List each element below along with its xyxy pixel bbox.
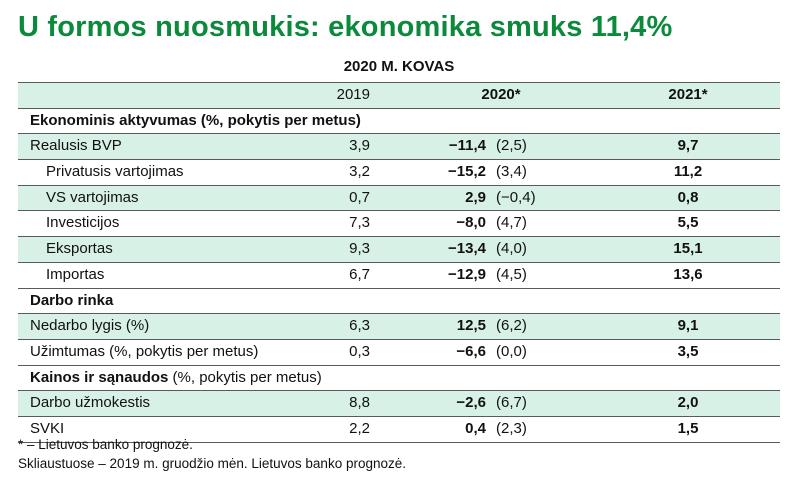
column-header-2021: 2021* bbox=[668, 86, 708, 103]
column-header-2019: 2019 bbox=[336, 86, 370, 103]
section-heading bbox=[30, 109, 361, 134]
value-2020-previous-forecast: (6,2) bbox=[496, 317, 527, 335]
value-2020: −2,6 bbox=[456, 394, 486, 412]
value-2020-previous-forecast: (2,5) bbox=[496, 137, 527, 155]
row-label: Investicijos bbox=[46, 214, 120, 232]
value-2020: −15,2 bbox=[448, 163, 486, 181]
table-row bbox=[18, 134, 780, 160]
value-2020: −13,4 bbox=[448, 240, 486, 258]
value-2020-previous-forecast: (4,0) bbox=[496, 240, 527, 258]
value-2021: 3,5 bbox=[677, 342, 699, 360]
value-2020-previous-forecast: (4,7) bbox=[496, 214, 527, 232]
value-2020-previous-forecast: (0,0) bbox=[496, 342, 527, 360]
row-label: VS vartojimas bbox=[46, 188, 139, 206]
row-label: Importas bbox=[46, 265, 105, 283]
row-label: Realusis BVP bbox=[30, 137, 122, 155]
value-2019: 6,3 bbox=[349, 317, 370, 335]
row-label: Užimtumas (%, pokytis per metus) bbox=[30, 342, 259, 360]
value-2020-previous-forecast: (3,4) bbox=[496, 163, 527, 181]
table-row bbox=[18, 237, 780, 263]
value-2020: −12,9 bbox=[448, 265, 486, 283]
period-header: 2020 M. KOVAS bbox=[18, 52, 780, 83]
section-heading-row bbox=[18, 366, 780, 392]
section-heading-bold: Darbo rinka bbox=[30, 291, 114, 309]
value-2021: 13,6 bbox=[673, 265, 703, 283]
value-2021: 11,2 bbox=[673, 163, 703, 181]
value-2020-previous-forecast: (2,3) bbox=[496, 419, 527, 437]
footnote-asterisk: * – Lietuvos banko prognozė. bbox=[18, 437, 193, 452]
table-row bbox=[18, 391, 780, 417]
value-2019: 7,3 bbox=[349, 214, 370, 232]
value-2020-previous-forecast: (−0,4) bbox=[496, 188, 536, 206]
section-heading bbox=[30, 366, 322, 391]
section-heading-rest: (%, pokytis per metus) bbox=[168, 368, 322, 386]
value-2020-previous-forecast: (4,5) bbox=[496, 265, 527, 283]
table-row bbox=[18, 186, 780, 212]
table-body bbox=[18, 109, 780, 443]
value-2021: 5,5 bbox=[677, 214, 699, 232]
value-2020: 0,4 bbox=[465, 419, 486, 437]
footnote-brackets: Skliaustuose – 2019 m. gruodžio mėn. Lietuvos banko prognozė. bbox=[18, 456, 406, 471]
value-2019: 9,3 bbox=[349, 240, 370, 258]
value-2019: 6,7 bbox=[349, 265, 370, 283]
forecast-table bbox=[18, 52, 780, 443]
section-heading-bold: Ekonominis aktyvumas (%, pokytis per metus) bbox=[30, 111, 361, 129]
value-2021: 9,1 bbox=[677, 317, 699, 335]
table-row bbox=[18, 340, 780, 366]
section-heading-row bbox=[18, 109, 780, 135]
table-row bbox=[18, 263, 780, 289]
section-heading-row bbox=[18, 289, 780, 315]
value-2019: 3,2 bbox=[349, 163, 370, 181]
column-header-row bbox=[18, 83, 780, 109]
column-header-2020: 2020* bbox=[481, 86, 521, 103]
section-heading-bold: Kainos ir sąnaudos bbox=[30, 368, 169, 386]
section-heading bbox=[30, 289, 113, 314]
value-2020: −8,0 bbox=[456, 214, 486, 232]
table-row bbox=[18, 211, 780, 237]
row-label: Darbo užmokestis bbox=[30, 394, 151, 412]
value-2020: 12,5 bbox=[456, 317, 486, 335]
value-2019: 8,8 bbox=[349, 394, 370, 412]
table-row bbox=[18, 160, 780, 186]
row-label: SVKI bbox=[30, 419, 65, 437]
value-2019: 0,7 bbox=[349, 188, 370, 206]
value-2021: 15,1 bbox=[673, 240, 703, 258]
value-2021: 2,0 bbox=[677, 394, 699, 412]
value-2021: 0,8 bbox=[677, 188, 699, 206]
value-2020: −11,4 bbox=[448, 137, 486, 155]
row-label: Privatusis vartojimas bbox=[46, 163, 184, 181]
value-2019: 2,2 bbox=[349, 419, 370, 437]
row-label: Nedarbo lygis (%) bbox=[30, 317, 150, 335]
value-2020-previous-forecast: (6,7) bbox=[496, 394, 527, 412]
value-2020: 2,9 bbox=[465, 188, 486, 206]
value-2020: −6,6 bbox=[456, 342, 486, 360]
value-2021: 1,5 bbox=[677, 419, 699, 437]
page-title: U formos nuosmukis: ekonomika smuks 11,4% bbox=[18, 11, 673, 43]
row-label: Eksportas bbox=[46, 240, 113, 258]
value-2019: 3,9 bbox=[349, 137, 370, 155]
table-row bbox=[18, 314, 780, 340]
value-2021: 9,7 bbox=[677, 137, 699, 155]
value-2019: 0,3 bbox=[349, 342, 370, 360]
